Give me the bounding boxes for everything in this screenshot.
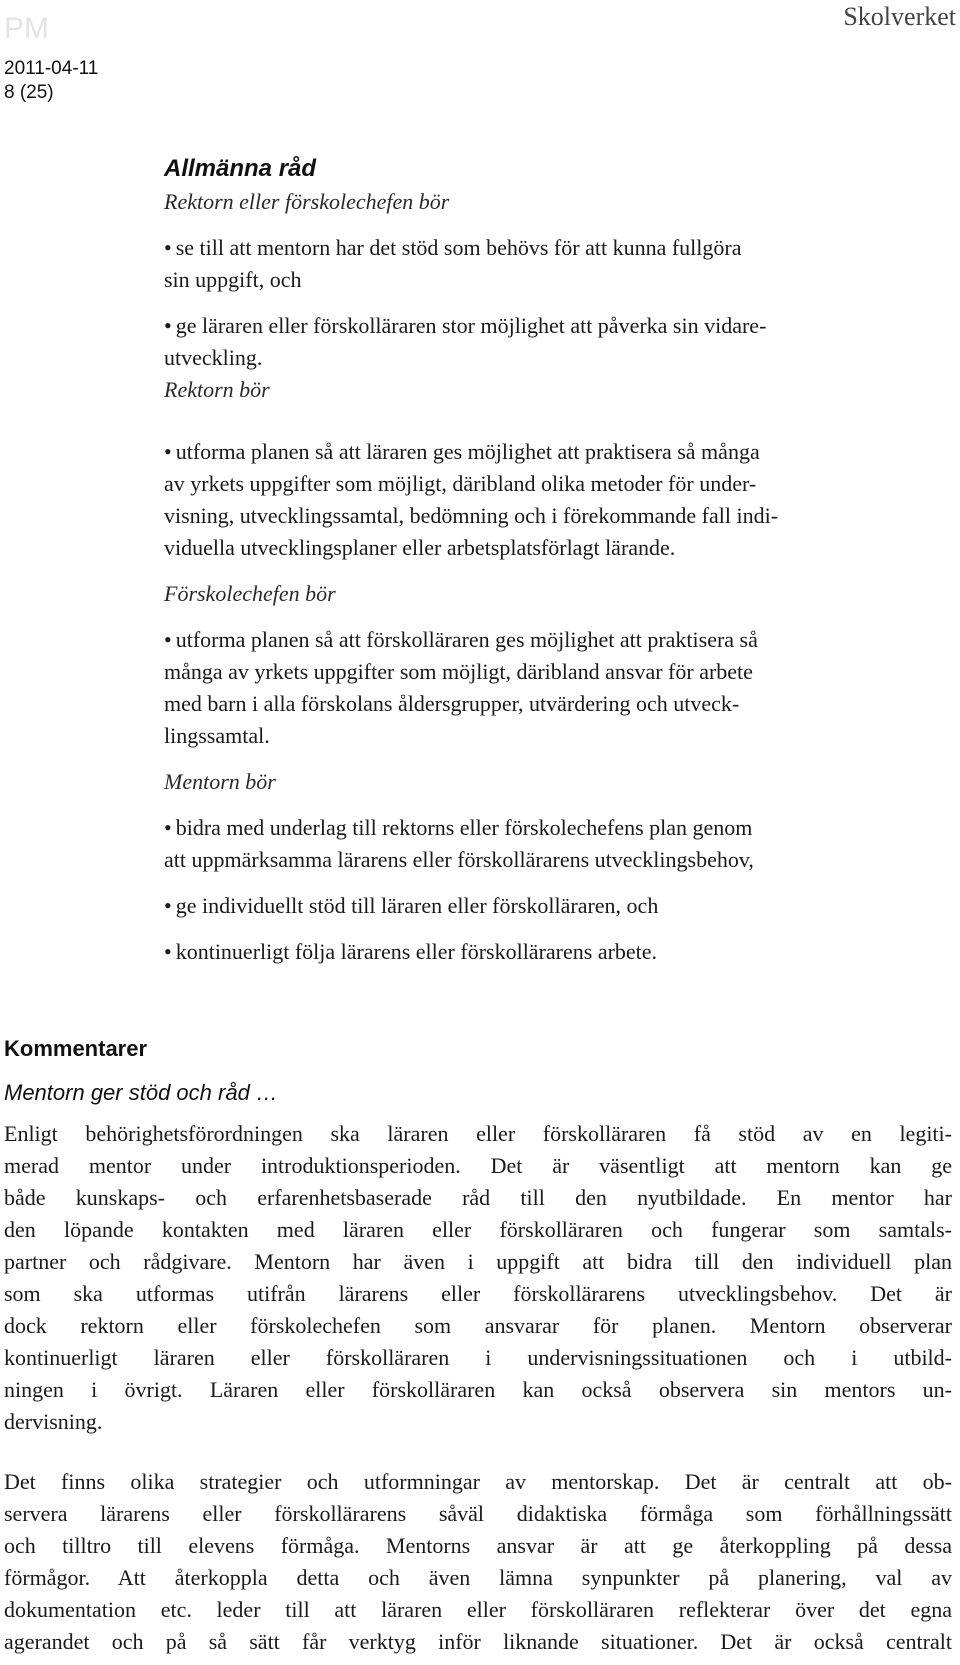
role-heading-principal: Rektorn bör [164,377,270,402]
bullet-icon: • [164,313,172,338]
comments-heading: Kommentarer [4,1036,148,1061]
document-date: 2011-04-11 [4,58,99,79]
role-heading-preschool-head: Förskolechefen bör [164,581,336,606]
general-advice-heading: Allmänna råd [164,155,317,182]
advice-bullet: • se till att mentorn har det stöd som behövs för att kunna fullgöra sin uppgift, och [164,235,742,292]
comments-subheading: Mentorn ger stöd och råd … [4,1080,278,1105]
bullet-icon: • [164,939,172,964]
advice-bullet: • kontinuerligt följa lärarens eller förskollärarens arbete. [164,939,658,964]
advice-bullet: • utforma planen så att läraren ges möjlighet att praktisera så många av yrkets uppgifter som möjligt, däribland olika metoder för under- visning, utvecklingssamtal, bedömning och i förekommande fall indi- viduella utvecklingsplaner eller arbetsplatsförlagt lärande. [164,439,779,560]
bullet-icon: • [164,627,172,652]
bullet-icon: • [164,235,172,260]
advice-bullet: • bidra med underlag till rektorns eller förskolechefens plan genom att uppmärksamma lärarens eller förskollärarens utvecklingsbehov, [164,815,754,872]
page-number: 8 (25) [4,82,54,103]
advice-bullet: • ge individuellt stöd till läraren eller förskolläraren, och [164,893,659,918]
comments-paragraph: Enligt behörighetsförordningen ska läraren eller förskolläraren få stöd av en legiti- merad mentor under introduktionsperioden. Det är väsentligt att mentorn kan ge både kunskaps- och erfarenhetsbaserade råd till den nyutbildade. En mentor har den löpande kontakten med läraren eller förskolläraren och fungerar som samtals- partner och rådgivare. Mentorn har även i uppgift att bidra till den individuell plan som ska utformas utifrån lärarens eller förskollärarens utvecklingsbehov. Det är dock rektorn eller förskolechefen som ansvarar för planen. Mentorn observerar kontinuerligt läraren eller förskolläraren i undervisningssituationen och i utbild- ningen i övrigt. Läraren eller förskolläraren kan också observera sin mentors un- dervisning. [4,1121,952,1434]
organization-name: Skolverket [843,2,956,31]
advice-bullet: • utforma planen så att förskolläraren ges möjlighet att praktisera så många av yrkets uppgifter som möjligt, däribland ansvar för arbete med barn i alla förskolans åldersgrupper, utvärdering och utveck- lingssamtal. [164,627,758,748]
bullet-icon: • [164,893,172,918]
general-advice-section [164,152,954,968]
role-heading-mentor: Mentorn bör [164,769,276,794]
role-heading-principal-or-preschool-head: Rektorn eller förskolechefen bör [164,189,450,214]
advice-bullet: • ge läraren eller förskolläraren stor möjlighet att påverka sin vidare- utveckling. [164,313,767,370]
comments-paragraph: Det finns olika strategier och utformningar av mentorskap. Det är centralt att ob- servera lärarens eller förskollärarens såväl didaktiska förmåga som förhållningssätt och tilltro till elevens förmåga. Mentorns ansvar är att ge återkoppling på dessa förmågor. Att återkoppla detta och även lämna synpunkter på planering, val av dokumentation etc. leder till att läraren eller förskolläraren reflekterar över det egna agerandet och på så sätt får verktyg inför liknande situationer. Det är också centralt [4,1469,952,1654]
bullet-icon: • [164,439,172,464]
bullet-icon: • [164,815,172,840]
document-type-label: PM [4,12,49,45]
